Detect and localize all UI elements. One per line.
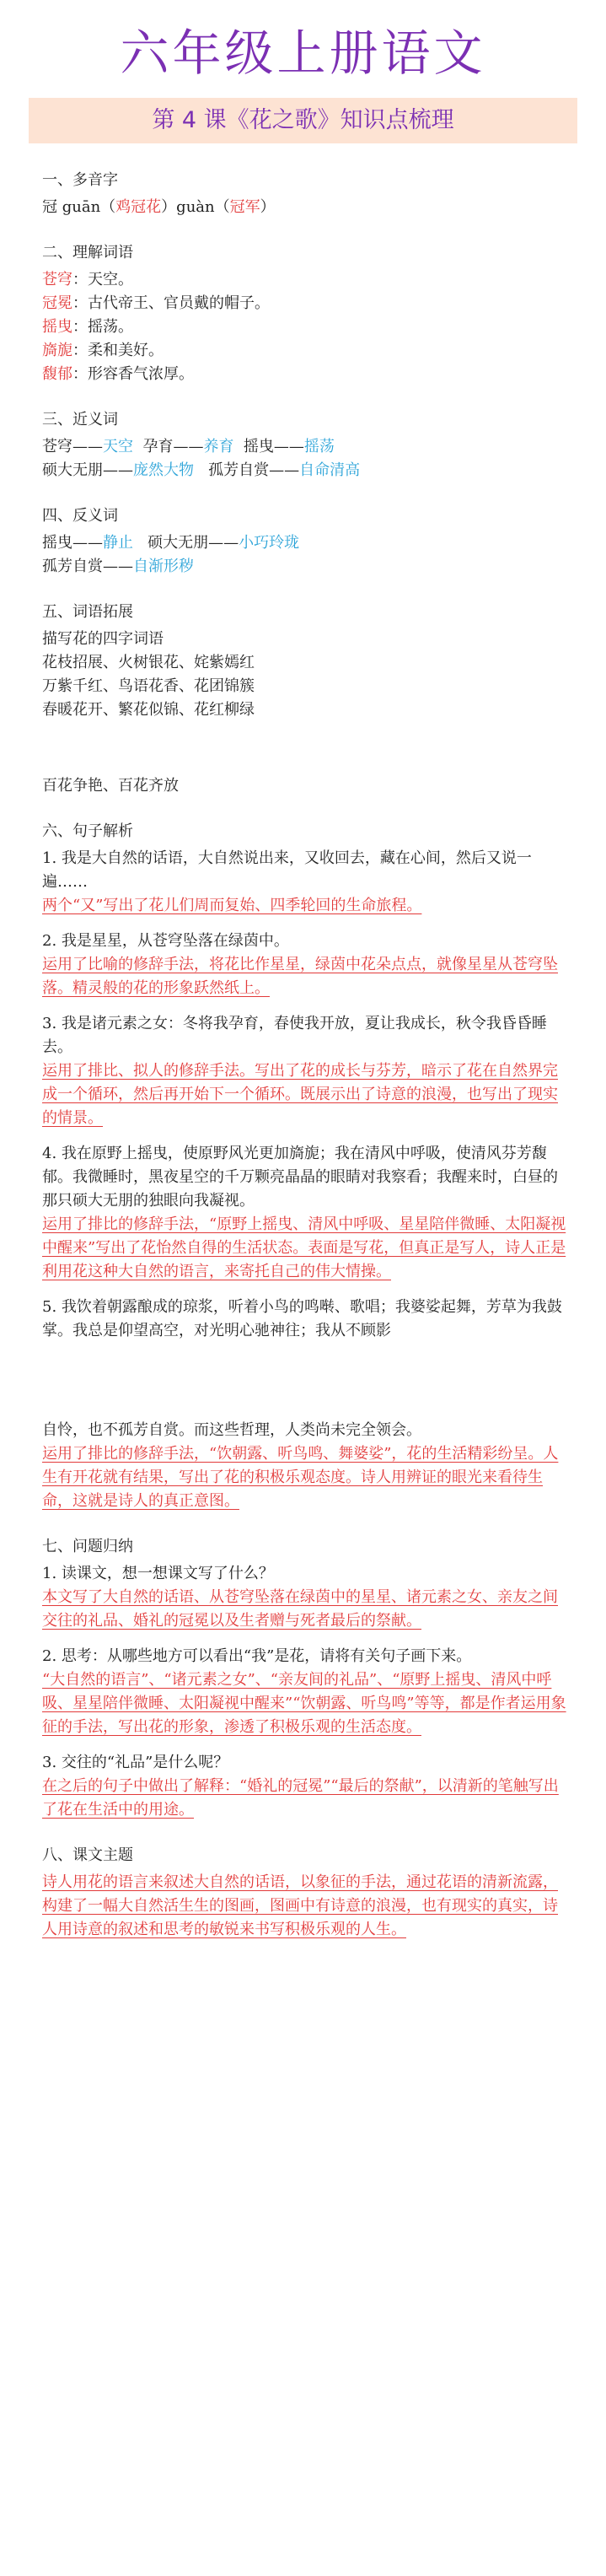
section-expansion bbox=[42, 601, 572, 798]
expansion-line: 春暖花开、繁花似锦、花红柳绿 bbox=[42, 701, 255, 719]
section-sentence-analysis bbox=[42, 820, 572, 1513]
section-heading: 七、问题归纳 bbox=[42, 1538, 133, 1555]
vocab-def: ：摇荡。 bbox=[72, 318, 133, 336]
vocab-item bbox=[42, 292, 572, 315]
answer: “大自然的语言”、“诸元素之女”、“亲友间的礼品”、“原野上摇曳、清风中呼吸、星星陪伴微睡、太阳凝视中醒来”“饮朝露、听鸟鸣”等等，都是作者运用象征的手法，写出花的形象，渗透了积极乐观的生活态度。 bbox=[42, 1671, 566, 1736]
expansion-line: 花枝招展、火树银花、姹紫嫣红 bbox=[42, 654, 255, 671]
question-block bbox=[42, 1012, 572, 1130]
question: 1. 读课文，想一想课文写了什么？ bbox=[42, 1565, 274, 1582]
vocab-item bbox=[42, 339, 572, 363]
antonym: 自渐形秽 bbox=[133, 558, 194, 575]
section-synonyms bbox=[42, 408, 572, 482]
polyphone-line bbox=[42, 196, 572, 219]
spacer bbox=[42, 722, 572, 774]
text: 孤芳自赏—— bbox=[194, 461, 300, 479]
sentence: 1. 我是大自然的话语，大自然说出来，又收回去，藏在心间，然后又说一遍…… bbox=[42, 849, 532, 891]
analysis: 运用了排比的修辞手法，“饮朝露、听鸟鸣、舞婆娑”，花的生活精彩纷呈。人生有开花就有结果，写出了花的积极乐观态度。诗人用辨证的眼光来看待生命，这就是诗人的真正意图。 bbox=[42, 1445, 559, 1510]
sentence: 2. 我是星星，从苍穹坠落在绿茵中。 bbox=[42, 932, 289, 950]
text: 孕育—— bbox=[133, 438, 204, 455]
text: 摇曳—— bbox=[42, 534, 103, 552]
section-vocabulary bbox=[42, 241, 572, 386]
theme-text: 诗人用花的语言来叙述大自然的话语，以象征的手法，通过花语的清新流露，构建了一幅大自然活生生的图画，图画中有诗意的浪漫，也有现实的真实，诗人用诗意的叙述和思考的敏锐来书写积极乐观的人生。 bbox=[42, 1873, 558, 1938]
vocab-item bbox=[42, 363, 572, 386]
page-title: 六年级上册语文 bbox=[120, 24, 486, 82]
section-heading: 五、词语拓展 bbox=[42, 603, 133, 621]
analysis: 运用了排比的修辞手法，“原野上摇曳、清风中呼吸、星星陪伴微睡、太阳凝视中醒来”写出了花怡然自得的生活状态。表面是写花，但真正是写人，诗人正是利用花这种大自然的语言，来寄托自己的伟大情操。 bbox=[42, 1215, 566, 1280]
synonym: 摇荡 bbox=[303, 438, 335, 455]
expansion-line: 描写花的四字词语 bbox=[42, 630, 164, 648]
synonym: 养育 bbox=[203, 438, 234, 455]
section-questions bbox=[42, 1535, 572, 1822]
sentence: 3. 我是诸元素之女：冬将我孕育，春使我开放，夏让我成长，秋令我昏昏睡去。 bbox=[42, 1015, 547, 1056]
analysis: 两个“又”写出了花儿们周而复始、四季轮回的生命旅程。 bbox=[42, 897, 422, 914]
section-theme bbox=[42, 1844, 572, 1942]
question-block bbox=[42, 1645, 572, 1739]
vocab-def: ：古代帝王、官员戴的帽子。 bbox=[72, 294, 270, 312]
vocab-word: 苍穹 bbox=[42, 271, 72, 288]
section-heading: 八、课文主题 bbox=[42, 1846, 133, 1864]
text: ）guàn（ bbox=[161, 198, 230, 216]
question: 2. 思考：从哪些地方可以看出“我”是花，请将有关句子画下来。 bbox=[42, 1647, 472, 1665]
vocab-word: 馥郁 bbox=[42, 365, 72, 383]
vocab-item bbox=[42, 315, 572, 339]
vocab-word: 冠冕 bbox=[42, 294, 72, 312]
vocab-def: ：柔和美好。 bbox=[72, 342, 164, 359]
analysis: 运用了排比、拟人的修辞手法。写出了花的成长与芬芳，暗示了花在自然界完成一个循环，然后再开始下一个循环。既展示出了诗意的浪漫，也写出了现实的情景。 bbox=[42, 1062, 558, 1127]
question-block bbox=[42, 1751, 572, 1822]
text: 硕大无朋—— bbox=[42, 461, 133, 479]
answer: 本文写了大自然的话语、从苍穹坠落在绿茵中的星星、诸元素之女、亲友之间交往的礼品、婚礼的冠冕以及生者赠与死者最后的祭献。 bbox=[42, 1588, 558, 1630]
question-block bbox=[42, 930, 572, 1000]
question: 3. 交往的“礼品”是什么呢？ bbox=[42, 1754, 229, 1771]
antonym-line bbox=[42, 555, 572, 579]
example-word: 冠军 bbox=[229, 198, 260, 216]
vocab-item bbox=[42, 268, 572, 292]
text: 孤芳自赏—— bbox=[42, 558, 133, 575]
sentence: 4. 我在原野上摇曳，使原野风光更加旖旎；我在清风中呼吸，使清风芬芳馥郁。我微睡时，黑夜星空的千万颗亮晶晶的眼睛对我察看；我醒来时，白昼的那只硕大无朋的独眼向我凝视。 bbox=[42, 1145, 558, 1210]
spacer bbox=[42, 1343, 572, 1419]
vocab-def: ：天空。 bbox=[72, 271, 133, 288]
synonym: 天空 bbox=[103, 438, 133, 455]
synonym-line bbox=[42, 435, 572, 459]
vocab-word: 摇曳 bbox=[42, 318, 72, 336]
vocab-def: ：形容香气浓厚。 bbox=[72, 365, 194, 383]
synonym-line bbox=[42, 459, 572, 482]
text: 苍穹—— bbox=[42, 438, 103, 455]
example-word: 鸡冠花 bbox=[115, 198, 162, 216]
section-heading: 四、反义词 bbox=[42, 507, 118, 525]
answer: 在之后的句子中做出了解释：“婚礼的冠冕”“最后的祭献”，以清新的笔触写出了花在生活中的用途。 bbox=[42, 1777, 559, 1819]
antonym: 静止 bbox=[103, 534, 133, 552]
text: 硕大无朋—— bbox=[133, 534, 239, 552]
question-block bbox=[42, 1296, 572, 1513]
synonym: 自命清高 bbox=[299, 461, 361, 479]
section-heading: 六、句子解析 bbox=[42, 822, 133, 840]
page-subtitle: 第 4 课《花之歌》知识点梳理 bbox=[29, 98, 577, 143]
sentence: 5. 我饮着朝露酿成的琼浆，听着小鸟的鸣啭、歌唱；我婆娑起舞，芳草为我鼓掌。我总是仰望高空，对光明心驰神往；我从不顾影 bbox=[42, 1298, 562, 1339]
expansion-line: 万紫千红、鸟语花香、花团锦簇 bbox=[42, 677, 255, 695]
text: 冠 guān（ bbox=[42, 198, 116, 216]
expansion-line: 百花争艳、百花齐放 bbox=[42, 777, 179, 795]
content bbox=[0, 169, 606, 1942]
question-block bbox=[42, 1562, 572, 1633]
question-block bbox=[42, 1142, 572, 1284]
text: 摇曳—— bbox=[233, 438, 304, 455]
antonym-line bbox=[42, 531, 572, 555]
antonym: 小巧玲珑 bbox=[239, 534, 300, 552]
vocab-word: 旖旎 bbox=[42, 342, 72, 359]
sentence-continued: 自怜，也不孤芳自赏。而这些哲理，人类尚未完全领会。 bbox=[42, 1421, 421, 1439]
analysis: 运用了比喻的修辞手法，将花比作星星，绿茵中花朵点点，就像星星从苍穹坠落。精灵般的花的形象跃然纸上。 bbox=[42, 956, 558, 997]
section-antonyms bbox=[42, 504, 572, 579]
text: ） bbox=[260, 198, 276, 216]
section-polyphones bbox=[42, 169, 572, 219]
section-heading: 三、近义词 bbox=[42, 411, 118, 428]
question-block bbox=[42, 847, 572, 918]
section-heading: 二、理解词语 bbox=[42, 244, 133, 261]
section-heading: 一、多音字 bbox=[42, 171, 118, 189]
synonym: 庞然大物 bbox=[133, 461, 194, 479]
